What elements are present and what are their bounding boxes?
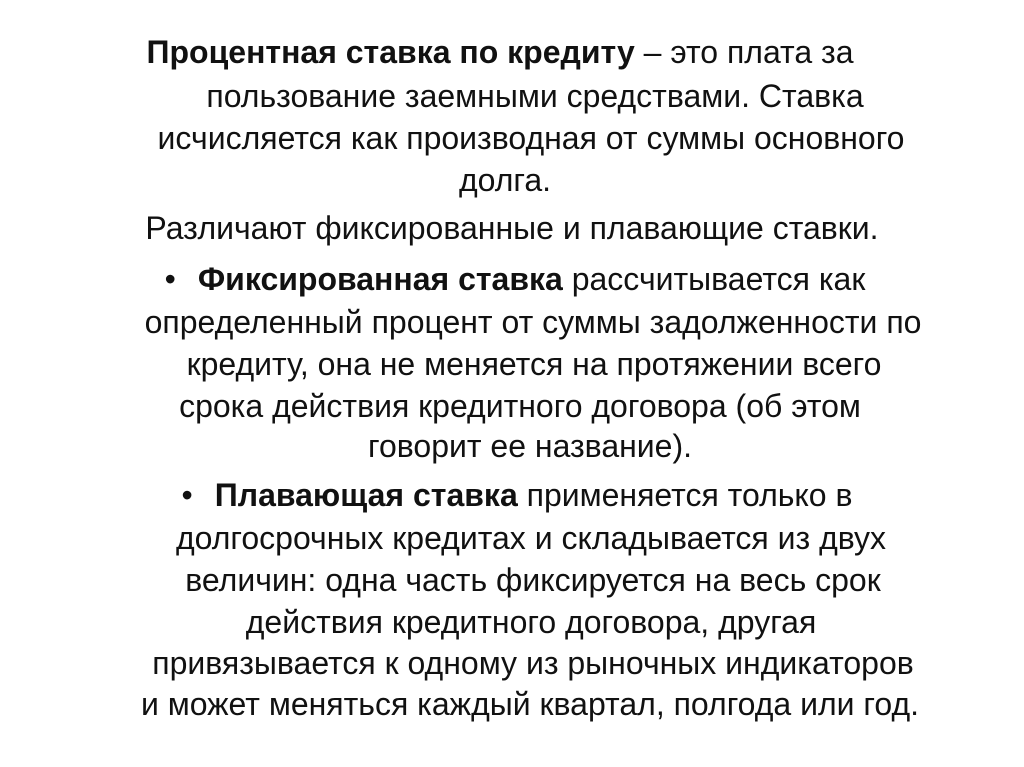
bullet-floating-line-5: привязывается к одному из рыночных индикаторов [152, 645, 914, 681]
definition-line-4: долга. [458, 162, 552, 198]
definition-term: Процентная ставка по кредиту [146, 34, 635, 70]
fixed-rate-text: рассчитывается как [562, 261, 866, 297]
floating-rate-text: применяется только в [517, 477, 853, 513]
bullet-marker: • [164, 261, 176, 297]
bullet-floating-line-3: величин: одна часть фиксируется на весь срок [185, 562, 881, 598]
bullet-fixed-line-1 [35, 258, 995, 300]
definition-line-2: пользование заемными средствами. Ставка [206, 78, 864, 114]
bullet-fixed-line-2: определенный процент от суммы задолженности по [144, 304, 922, 340]
floating-rate-term: Плавающая ставка [214, 477, 518, 513]
definition-line-1 [20, 31, 980, 73]
definition-text: – это плата за [634, 34, 854, 70]
bullet-fixed-line-4: срока действия кредитного договора (об этом [179, 388, 861, 424]
definition-line-3: исчисляется как производная от суммы основного [157, 120, 905, 156]
bullet-floating-line-2: долгосрочных кредитах и складывается из двух [175, 520, 887, 556]
bullet-fixed-line-3: кредиту, она не меняется на протяжении всего [186, 346, 882, 382]
bullet-floating-line-1 [37, 474, 997, 516]
bullet-fixed-line-5: говорит ее название). [367, 428, 692, 464]
bullet-marker: • [181, 477, 193, 513]
rate-types-intro: Различают фиксированные и плавающие ставки. [145, 210, 879, 246]
bullet-floating-line-4: действия кредитного договора, другая [245, 604, 817, 640]
fixed-rate-term: Фиксированная ставка [197, 261, 563, 297]
bullet-floating-line-6: и может меняться каждый квартал, полгода или год. [140, 686, 920, 722]
